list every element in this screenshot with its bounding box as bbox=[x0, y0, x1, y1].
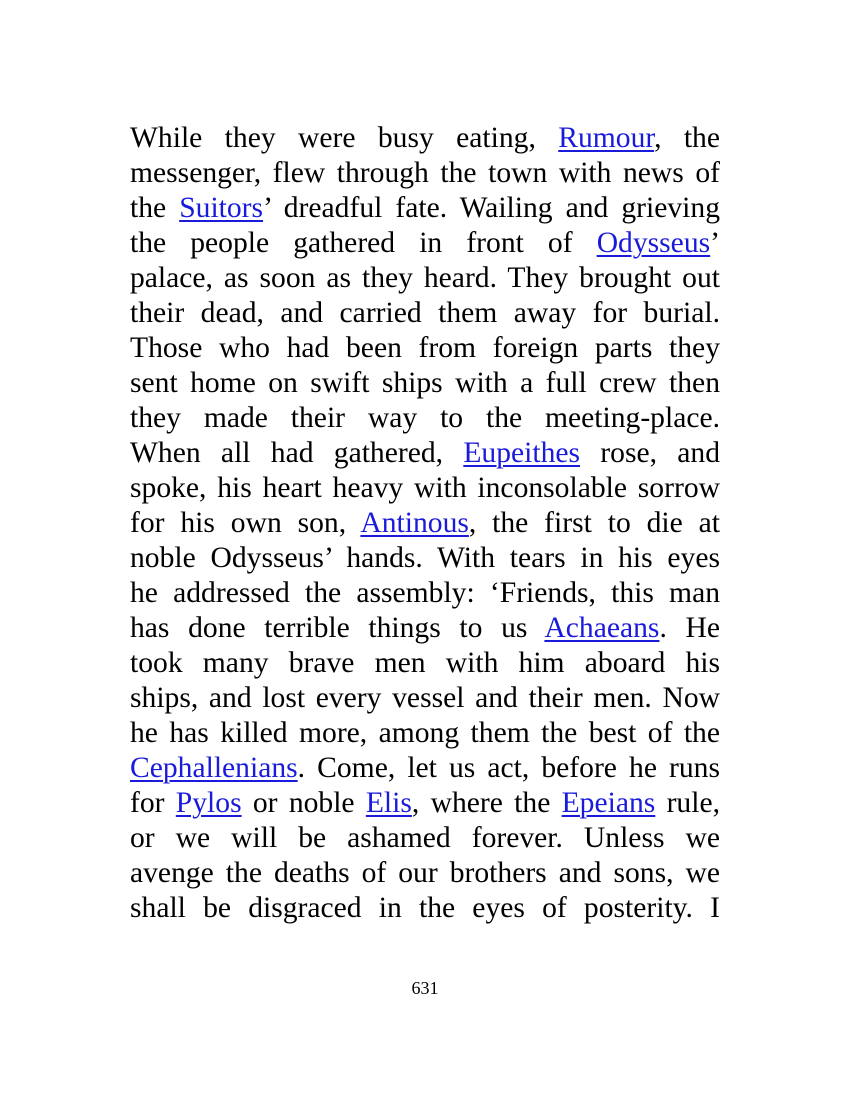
text-run: he has killed more, among them the best of the bbox=[130, 717, 720, 749]
link-elis[interactable]: Elis bbox=[365, 787, 412, 819]
text-run: ships, and lost every vessel and their men. Now bbox=[130, 682, 720, 714]
text-line bbox=[130, 331, 720, 366]
text-run: sent home on swift ships with a full crew then bbox=[130, 367, 720, 399]
text-line bbox=[130, 611, 720, 646]
link-antinous[interactable]: Antinous bbox=[360, 507, 469, 539]
link-achaeans[interactable]: Achaeans bbox=[544, 612, 660, 644]
text-run: rose, and bbox=[580, 437, 720, 469]
text-line bbox=[130, 261, 720, 296]
text-run: has done terrible things to us bbox=[130, 612, 545, 644]
text-line bbox=[130, 891, 720, 926]
text-run: , the first to die at bbox=[468, 507, 720, 539]
text-line bbox=[130, 646, 720, 681]
link-suitors[interactable]: Suitors bbox=[179, 192, 264, 224]
text-run: . Come, let us act, before he runs bbox=[297, 752, 720, 784]
text-run: Those who had been from foreign parts they bbox=[130, 332, 720, 364]
text-run: their dead, and carried them away for burial. bbox=[130, 297, 720, 329]
text-line bbox=[130, 681, 720, 716]
text-line bbox=[130, 366, 720, 401]
text-run: When all had gathered, bbox=[130, 437, 464, 469]
text-line bbox=[130, 786, 720, 821]
link-odysseus[interactable]: Odysseus bbox=[596, 227, 711, 259]
text-line bbox=[130, 471, 720, 506]
text-run: rule, bbox=[655, 787, 720, 819]
text-run: , where the bbox=[411, 787, 562, 819]
text-run: ’ bbox=[710, 227, 720, 259]
text-line bbox=[130, 821, 720, 856]
text-run: messenger, flew through the town with news of bbox=[130, 157, 720, 189]
text-run: avenge the deaths of our brothers and sons, we bbox=[130, 857, 720, 889]
text-line bbox=[130, 156, 720, 191]
text-run: palace, as soon as they heard. They brought out bbox=[130, 262, 720, 294]
text-run: . He bbox=[659, 612, 720, 644]
text-line bbox=[130, 541, 720, 576]
text-run: they made their way to the meeting-place. bbox=[130, 402, 720, 434]
page-number: 631 bbox=[411, 978, 439, 998]
link-rumour[interactable]: Rumour bbox=[558, 122, 655, 154]
text-line bbox=[130, 576, 720, 611]
text-line bbox=[130, 856, 720, 891]
text-line bbox=[130, 296, 720, 331]
text-run: noble Odysseus’ hands. With tears in his eyes bbox=[130, 542, 720, 574]
text-run: While they were busy eating, bbox=[130, 122, 559, 154]
link-epeians[interactable]: Epeians bbox=[561, 787, 656, 819]
text-run: for his own son, bbox=[130, 507, 361, 539]
text-run: ’ dreadful fate. Wailing and grieving bbox=[263, 192, 720, 224]
text-line bbox=[130, 121, 720, 156]
link-cephallenians[interactable]: Cephallenians bbox=[130, 752, 298, 784]
text-run: the bbox=[130, 192, 180, 224]
text-line bbox=[130, 436, 720, 471]
text-line bbox=[130, 716, 720, 751]
text-run: the people gathered in front of bbox=[130, 227, 597, 259]
body-text bbox=[130, 121, 720, 926]
text-line bbox=[130, 226, 720, 261]
link-eupeithes[interactable]: Eupeithes bbox=[463, 437, 581, 469]
text-line bbox=[130, 506, 720, 541]
text-run: spoke, his heart heavy with inconsolable sorrow bbox=[130, 472, 720, 504]
text-run: for bbox=[130, 787, 176, 819]
text-line bbox=[130, 191, 720, 226]
text-run: he addressed the assembly: ‘Friends, this man bbox=[130, 577, 720, 609]
text-line bbox=[130, 751, 720, 786]
text-run: or we will be ashamed forever. Unless we bbox=[130, 822, 720, 854]
text-run: , the bbox=[654, 122, 720, 154]
text-run: or noble bbox=[241, 787, 366, 819]
text-line bbox=[130, 401, 720, 436]
text-run: took many brave men with him aboard his bbox=[130, 647, 720, 679]
text-run: shall be disgraced in the eyes of posterity. I bbox=[130, 892, 720, 924]
link-pylos[interactable]: Pylos bbox=[175, 787, 242, 819]
